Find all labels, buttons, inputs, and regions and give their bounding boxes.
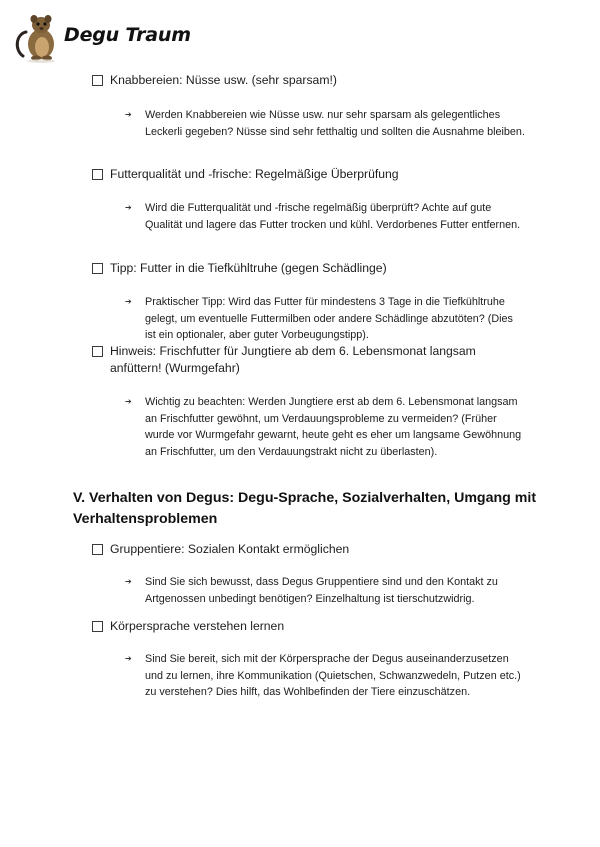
arrow-bullet-icon: ➔ (125, 397, 132, 406)
item-detail (125, 574, 525, 607)
arrow-bullet-icon: ➔ (125, 654, 132, 663)
checkbox[interactable] (92, 346, 103, 357)
checklist-item (92, 618, 522, 635)
item-detail-text: Werden Knabbereien wie Nüsse usw. nur sehr sparsam als gelegentliches Leckerli gegeben? Nüsse sind sehr fetthaltig und sollten die Ausnahme bleiben. (145, 109, 525, 138)
item-detail (125, 200, 525, 233)
checklist-item (92, 72, 522, 89)
checklist-item (92, 260, 522, 277)
checkbox[interactable] (92, 75, 103, 86)
item-label: Hinweis: Frischfutter für Jungtiere ab dem 6. Lebensmonat langsam anfüttern! (Wurmgefahr) (110, 344, 476, 375)
item-label: Gruppentiere: Sozialen Kontakt ermöglichen (110, 542, 350, 556)
checklist-item (92, 343, 522, 377)
item-detail-text: Praktischer Tipp: Wird das Futter für mindestens 3 Tage in die Tiefkühltruhe gelegt, um eventuelle Futtermilben oder andere Schädlinge abzutöten? (Dies ist ein optionaler, aber guter Vorbeugungstipp). (145, 296, 513, 341)
item-label: Tipp: Futter in die Tiefkühltruhe (gegen Schädlinge) (110, 261, 387, 275)
checkbox[interactable] (92, 544, 103, 555)
checklist-item (92, 541, 522, 558)
item-label: Körpersprache verstehen lernen (110, 619, 285, 633)
item-detail (125, 651, 525, 701)
arrow-bullet-icon: ➔ (125, 110, 132, 119)
item-label: Knabbereien: Nüsse usw. (sehr sparsam!) (110, 73, 337, 87)
item-detail-text: Sind Sie bereit, sich mit der Körpersprache der Degus auseinanderzusetzen und zu lernen, ihre Kommunikation (Quietschen, Schwanzwedeln, Putzen etc.) zu verstehen? Dies hilft, das Wohlbefinden der Tiere einzuschätzen. (145, 653, 521, 698)
checkbox[interactable] (92, 621, 103, 632)
section-title: V. Verhalten von Degus: Degu-Sprache, Sozialverhalten, Umgang mit Verhaltensproblemen (73, 490, 537, 527)
degu-mascot-icon (14, 10, 62, 64)
checkbox[interactable] (92, 263, 103, 274)
arrow-bullet-icon: ➔ (125, 577, 132, 586)
arrow-bullet-icon: ➔ (125, 203, 132, 212)
arrow-bullet-icon: ➔ (125, 297, 132, 306)
item-detail-text: Wird die Futterqualität und -frische regelmäßig überprüft? Achte auf gute Qualität und lagere das Futter trocken und kühl. Verdorbenes Futter entfernen. (145, 202, 521, 231)
item-label: Futterqualität und -frische: Regelmäßige Überprüfung (110, 167, 399, 181)
page-header (14, 10, 191, 64)
item-detail (125, 294, 525, 344)
item-detail-text: Wichtig zu beachten: Werden Jungtiere erst ab dem 6. Lebensmonat langsam an Frischfutter gewöhnt, um Verdauungsprobleme zu vermeiden? (Früher wurde vor Wurmgefahr gewarnt, heute geht es eher um langsame Gewöhnung an Frischfutter, um den Verdauungstrakt nicht zu überlasten). (145, 396, 522, 458)
item-detail (125, 107, 525, 140)
brand-title: Degu Traum (64, 24, 191, 46)
checklist-item (92, 166, 522, 183)
item-detail-text: Sind Sie sich bewusst, dass Degus Gruppentiere sind und den Kontakt zu Artgenossen unbedingt benötigen? Einzelhaltung ist tierschutzwidrig. (145, 576, 498, 605)
item-detail (125, 394, 525, 460)
checkbox[interactable] (92, 169, 103, 180)
